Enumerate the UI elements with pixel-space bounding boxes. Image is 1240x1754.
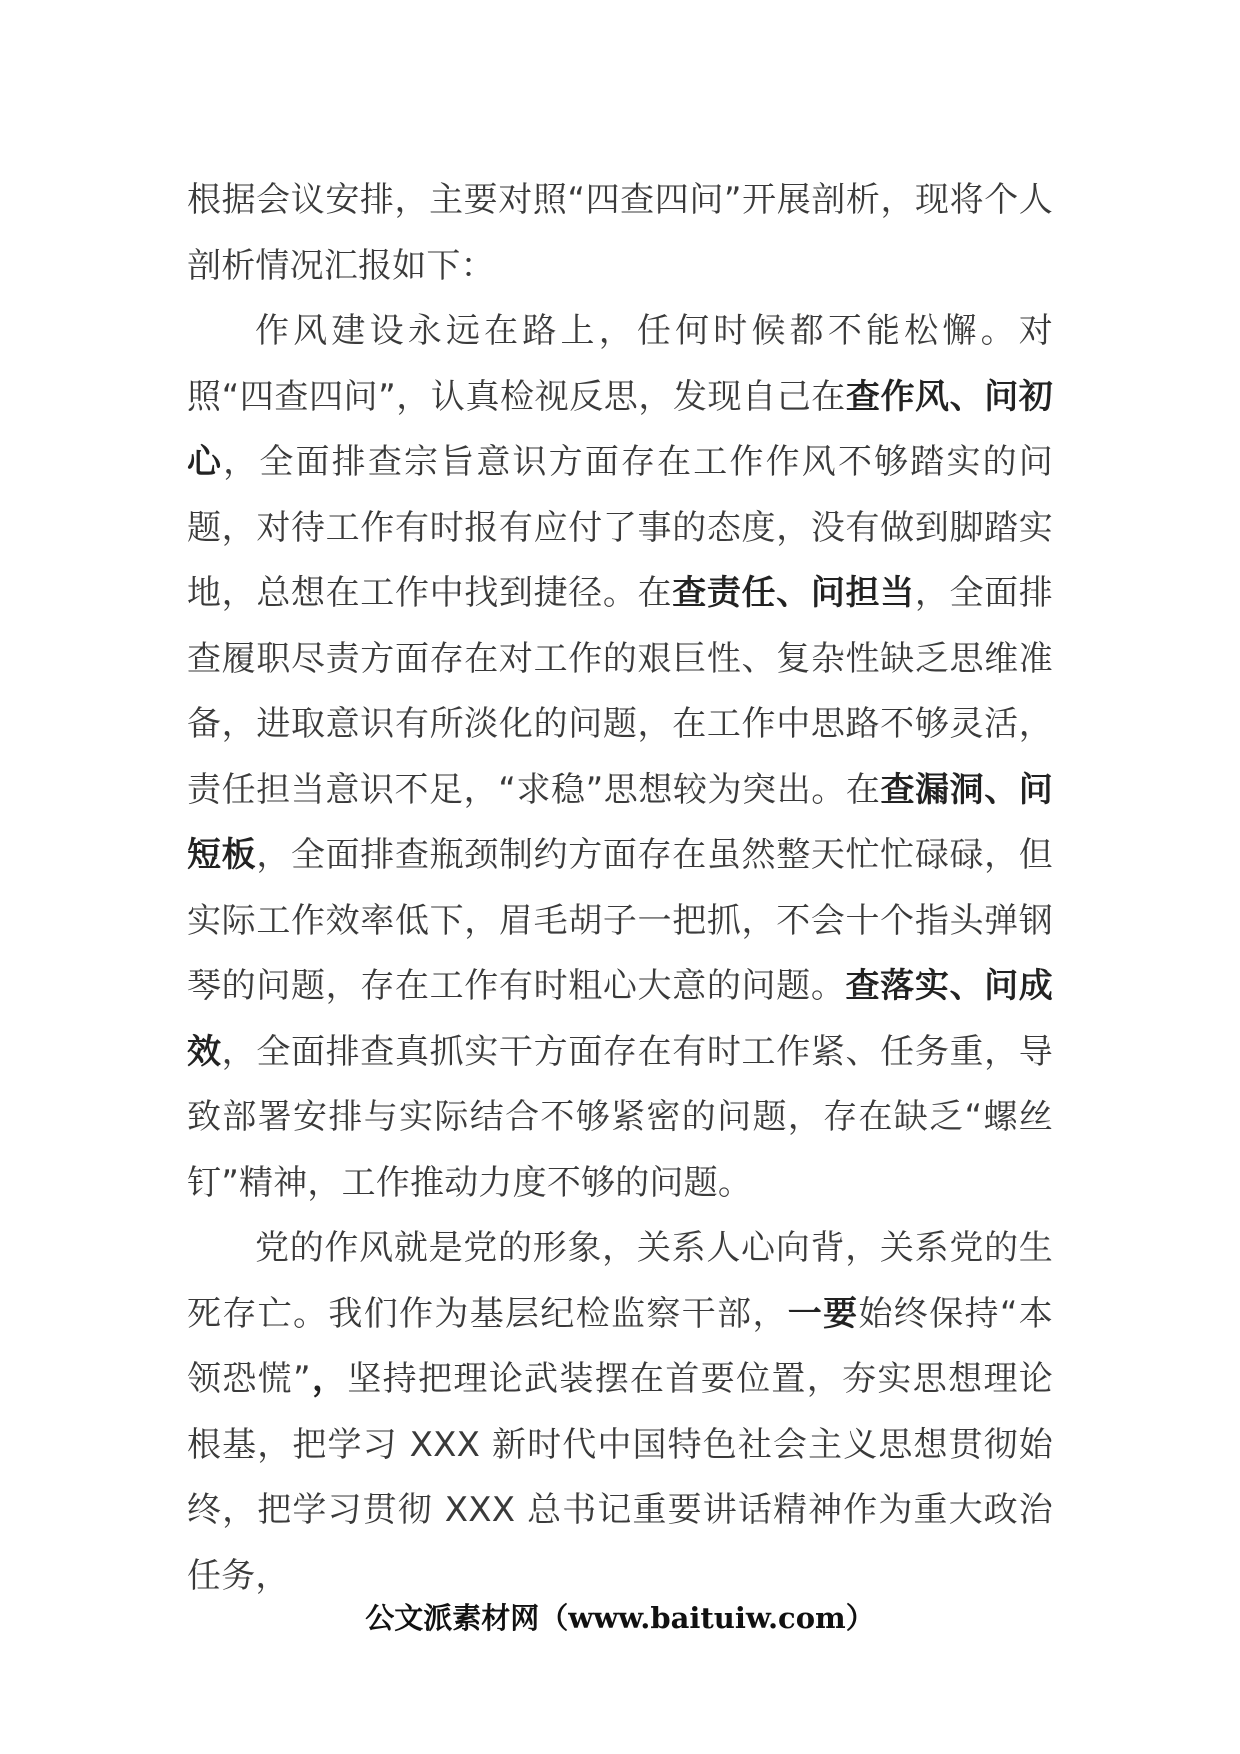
text-run: 始终保持“本领恐慌” (187, 1293, 1053, 1399)
paragraph (187, 1216, 1053, 1609)
footer-source: 公文派素材网（www.baituiw.com） (365, 1601, 875, 1635)
bold-heading-run: 查责任、问担当 (672, 573, 915, 613)
bold-heading-run: 一要 (787, 1293, 859, 1334)
text-run: 党的作风就是党的形象，关系人心向背，关系党的生死存亡。我们作为基层纪检监察干部， (187, 1228, 1053, 1334)
bold-heading-run: ， (310, 1359, 348, 1399)
bold-heading-run: 查漏洞、问短板 (187, 769, 1053, 875)
paragraph (187, 168, 1053, 299)
text-run: ，全面排查宗旨意识方面存在工作作风不够踏实的问题，对待工作有时报有应付了事的态度，没有做到脚踏实地，总想在工作中找到捷径。在 (187, 442, 1053, 613)
text-run: 坚持把理论武装摆在首要位置，夯实思想理论根基，把学习 XXX 新时代中国特色社会主义思想贯彻始终，把学习贯彻 XXX 总书记重要讲话精神作为重大政治任务， (187, 1359, 1053, 1596)
text-run: ，全面排查真抓实干方面存在有时工作紧、任务重，导致部署安排与实际结合不够紧密的问题，存在缺乏“螺丝钉”精神，工作推动力度不够的问题。 (187, 1031, 1053, 1203)
text-run: 根据会议安排，主要对照“四查四问”开展剖析，现将个人剖析情况汇报如下： (187, 180, 1053, 286)
text-run: ，全面排查瓶颈制约方面存在虽然整天忙忙碌碌，但实际工作效率低下，眉毛胡子一把抓，不会十个指头弹钢琴的问题，存在工作有时粗心大意的问题。 (187, 835, 1053, 1006)
paragraph (187, 299, 1053, 1216)
text-run: 作风建设永远在路上，任何时候都不能松懈。对照“四查四问”，认真检视反思，发现自己在 (187, 311, 1053, 417)
bold-heading-run: 查落实、问成效 (187, 966, 1053, 1072)
text-run: ，全面排查履职尽责方面存在对工作的艰巨性、复杂性缺乏思维准备，进取意识有所淡化的问题，在工作中思路不够灵活，责任担当意识不足，“求稳”思想较为突出。在 (187, 573, 1053, 810)
document-body (187, 168, 1053, 1609)
bold-heading-run: 查作风、问初心 (187, 376, 1054, 482)
